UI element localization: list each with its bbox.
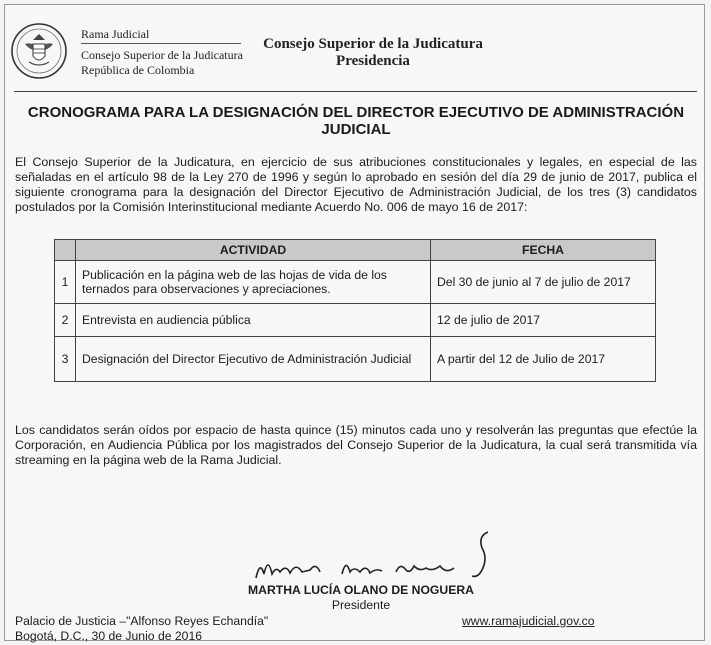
row-date: A partir del 12 de Julio de 2017 bbox=[431, 337, 656, 382]
header-divider bbox=[14, 91, 697, 92]
row-number: 1 bbox=[55, 261, 76, 304]
row-activity: Designación del Director Ejecutivo de Administración Judicial bbox=[76, 337, 431, 382]
footer-address bbox=[15, 614, 268, 644]
footer-address-line2: Bogotá, D.C., 30 de Junio de 2016 bbox=[15, 629, 203, 643]
row-number: 3 bbox=[55, 337, 76, 382]
closing-paragraph: Los candidatos serán oídos por espacio de hasta quince (15) minutos cada uno y resolverán las preguntas que efectúe la Corporación, en Audiencia Pública por los magistrados del Consejo Superior de la Judicatura, la cual será transmitida vía streaming en la página web de la Rama Judicial. bbox=[15, 423, 697, 467]
header-num-cell bbox=[55, 240, 76, 261]
row-activity: Entrevista en audiencia pública bbox=[76, 304, 431, 337]
row-activity: Publicación en la página web de las hojas de vida de los ternados para observaciones y apreciaciones. bbox=[76, 261, 431, 304]
header-activity: ACTIVIDAD bbox=[76, 240, 431, 261]
table-row bbox=[55, 337, 656, 382]
row-date: Del 30 de junio al 7 de julio de 2017 bbox=[431, 261, 656, 304]
institution-country: República de Colombia bbox=[81, 63, 195, 77]
issuing-body-name: Consejo Superior de la Judicatura bbox=[263, 36, 483, 52]
signer-name: MARTHA LUCÍA OLANO DE NOGUERA bbox=[248, 583, 474, 597]
institution-block bbox=[81, 27, 243, 78]
signer-role: Presidente bbox=[331, 598, 391, 612]
intro-paragraph: El Consejo Superior de la Judicatura, en ejercicio de sus atribuciones constitucionales y legales, en especial de las señaladas en el artículo 98 de la Ley 270 de 1996 y según lo aprobado en sesión del día 29 de junio de 2017, publica el siguiente cronograma para la designación del Director Ejecutivo de Administración Judicial, de los tres (3) candidatos postulados por la Comisión Interinstitucional mediante Acuerdo No. 006 de mayo 16 de 2017: bbox=[15, 155, 697, 214]
header-date: FECHA bbox=[431, 240, 656, 261]
table-row bbox=[55, 261, 656, 304]
footer-address-line1: Palacio de Justicia –"Alfonso Reyes Echandía" bbox=[15, 614, 269, 628]
table-row bbox=[55, 304, 656, 337]
website-link[interactable]: www.ramajudicial.gov.co bbox=[462, 614, 595, 628]
handwritten-signature bbox=[250, 526, 500, 584]
institution-council: Consejo Superior de la Judicatura bbox=[81, 48, 243, 62]
schedule-table bbox=[54, 239, 656, 382]
issuing-body bbox=[248, 36, 498, 70]
row-number: 2 bbox=[55, 304, 76, 337]
row-date: 12 de julio de 2017 bbox=[431, 304, 656, 337]
coat-of-arms-icon bbox=[9, 22, 69, 80]
issuing-body-office: Presidencia bbox=[336, 53, 410, 69]
table-header-row bbox=[55, 240, 656, 261]
institution-name: Rama Judicial bbox=[81, 27, 241, 44]
document-title: CRONOGRAMA PARA LA DESIGNACIÓN DEL DIRECTOR EJECUTIVO DE ADMINISTRACIÓN JUDICIAL bbox=[27, 104, 685, 138]
